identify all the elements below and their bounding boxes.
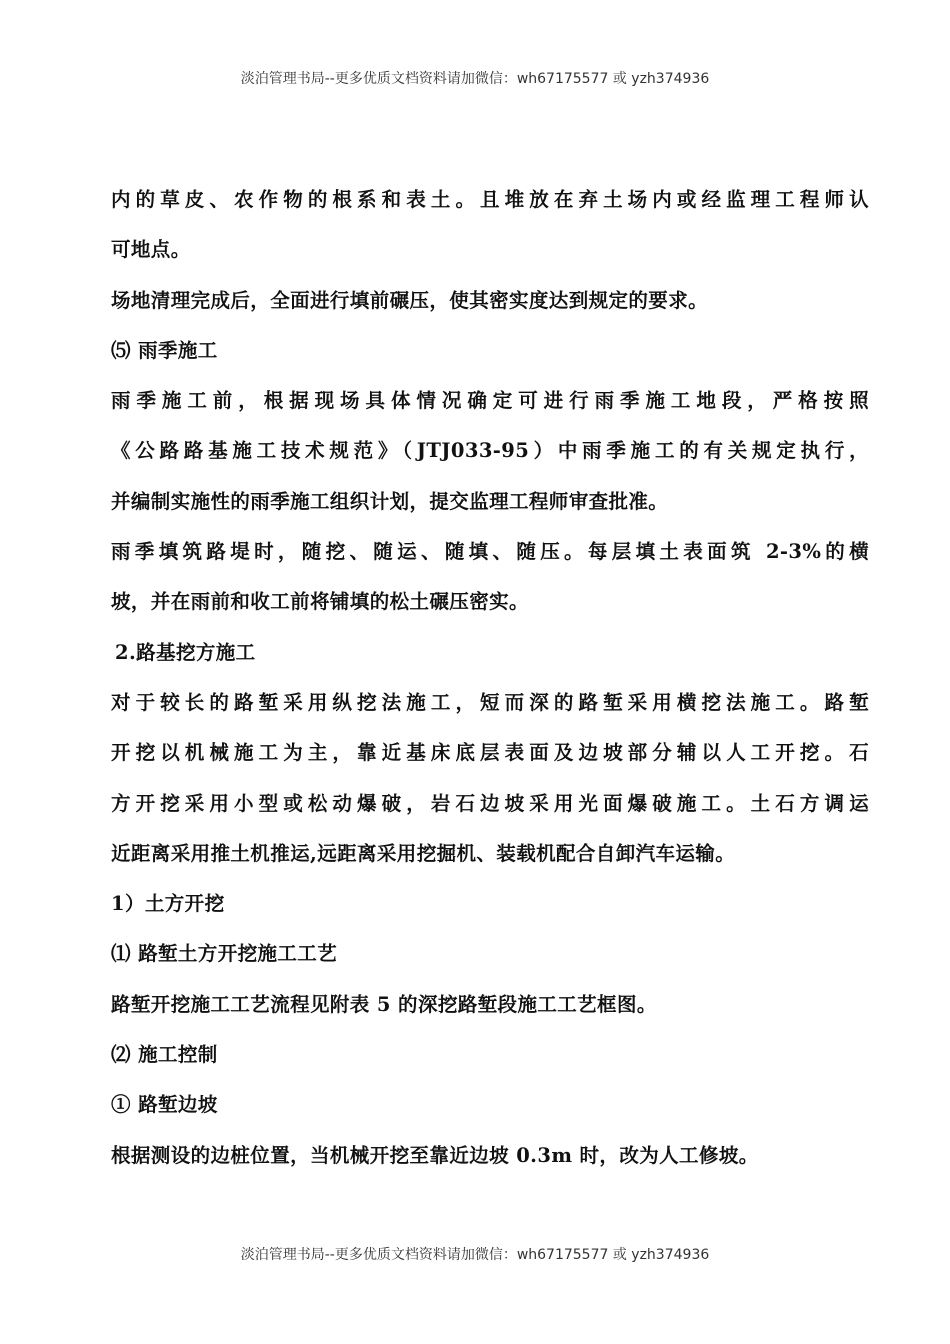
section-heading: ⑸ 雨季施工 (111, 338, 218, 362)
paragraph-line: 场地清理完成后，全面进行填前碾压，使其密实度达到规定的要求。 (111, 288, 709, 312)
paragraph-line: 雨季施工前，根据现场具体情况确定可进行雨季施工地段，严格按照 (111, 389, 869, 413)
paragraph-line: 内的草皮、农作物的根系和表土。且堆放在弃土场内或经监理工程师认 (111, 188, 869, 211)
paragraph-line: 对于较长的路堑采用纵挖法施工，短而深的路堑采用横挖法施工。路堑 (111, 690, 869, 714)
section-heading: ⑵ 施工控制 (111, 1043, 218, 1067)
paragraph-line: 并编制实施性的雨季施工组织计划，提交监理工程师审查批准。 (111, 489, 669, 513)
paragraph-line: 可地点。 (111, 238, 191, 262)
section-heading: ⑴ 路堑土方开挖施工工艺 (111, 942, 338, 966)
page-header: 淡泊管理书局--更多优质文档资料请加微信：wh67175577 或 yzh374936 (240, 71, 710, 87)
paragraph-line: 坡，并在雨前和收工前将铺填的松土碾压密实。 (111, 590, 529, 614)
paragraph-line: 根据测设的边桩位置，当机械开挖至靠近边坡 0.3m 时，改为人工修坡。 (111, 1143, 759, 1167)
paragraph-line: 近距离采用推土机推运,远距离采用挖掘机、装载机配合自卸汽车运输。 (111, 841, 736, 865)
paragraph-line: 方开挖采用小型或松动爆破，岩石边坡采用光面爆破施工。土石方调运 (111, 791, 869, 815)
paragraph-line: 雨季填筑路堤时，随挖、随运、随填、随压。每层填土表面筑 2-3%的横 (111, 540, 869, 564)
paragraph-line: 开挖以机械施工为主，靠近基床底层表面及边坡部分辅以人工开挖。石 (111, 741, 869, 765)
paragraph-line: 路堑开挖施工工艺流程见附表 5 的深挖路堑段施工工艺框图。 (111, 992, 657, 1016)
section-heading: ① 路堑边坡 (111, 1093, 218, 1117)
document-body (111, 180, 881, 1186)
paragraph-line: 《公路路基施工技术规范》（JTJ033-95）中雨季施工的有关规定执行， (111, 439, 869, 463)
section-heading: 2.路基挖方施工 (115, 640, 256, 664)
page-footer: 淡泊管理书局--更多优质文档资料请加微信：wh67175577 或 yzh374936 (240, 1247, 710, 1263)
section-heading: 1）土方开挖 (111, 892, 225, 916)
